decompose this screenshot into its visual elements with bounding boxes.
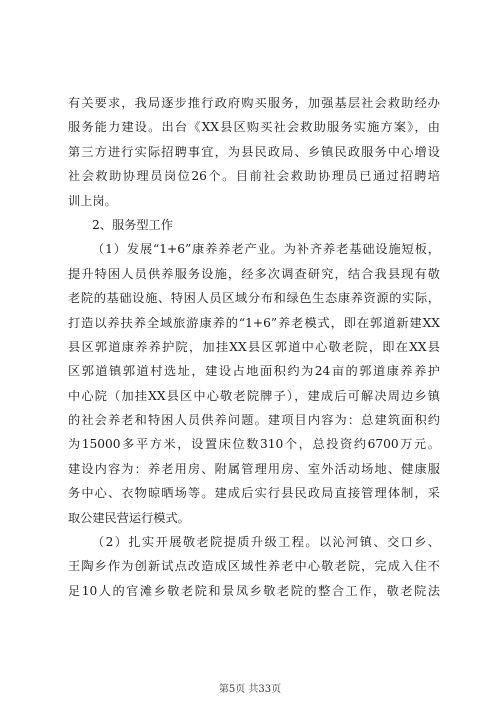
text-line: 建设内容为：养老用房、附属管理用房、室外活动场地、健康服	[68, 461, 440, 476]
text-line: 的社会养老和特困人员供养问题。建项目内容为：总建筑面积约	[68, 413, 440, 428]
paragraph-p2	[68, 213, 440, 237]
page-footer: 第5页 共33页	[218, 684, 282, 695]
text-line: 取公建民营运行模式。	[68, 510, 190, 525]
text-line: 务中心、衣物晾晒场等。建成后实行县民政局直接管理体制，采	[68, 486, 440, 501]
text-line: 打造以养扶养全域旅游康养的“1+6”养老模式，即在郭道新建XX	[68, 315, 440, 330]
text-line: 老院的基础设施、特困人员区域分布和绿色生态康养资源的实际，	[68, 291, 440, 306]
text-line: 服务能力建设。出台《XX县区购买社会救助服务实施方案》，由	[68, 120, 440, 135]
text-line: （1）发展“1+6”康养养老产业。为补齐养老基础设施短板，	[92, 242, 440, 257]
text-line: 提升特困人员供养服务设施，经多次调查研究，结合我县现有敬	[68, 266, 440, 281]
text-line: 区郭道镇郭道村选址，建设占地面积约为24亩的郭道康养养护	[68, 364, 440, 379]
document-body	[68, 91, 440, 603]
text-line: 足10人的官滩乡敬老院和景凤乡敬老院的整合工作，敬老院法	[68, 583, 440, 598]
text-line: 王陶乡作为创新试点改造成区域性养老中心敬老院，完成入住不	[68, 559, 440, 574]
text-line: 为15000多平方米，设置床位数310个，总投资约6700万元。	[68, 437, 440, 452]
text-line: 有关要求，我局逐步推行政府购买服务，加强基层社会救助经办	[68, 96, 440, 110]
text-line: 中心院（加挂XX县区中心敬老院牌子），建成后可解决周边乡镇	[68, 388, 440, 403]
text-line: （2）扎实开展敬老院提质升级工程。以沁河镇、交口乡、	[92, 535, 440, 550]
text-line: 县区郭道康养养护院，加挂XX县区郭道中心敬老院，即在XX县	[68, 339, 440, 354]
paragraph-p1	[68, 91, 440, 213]
paragraph-p4	[68, 530, 440, 603]
text-line: 2、服务型工作	[92, 217, 173, 232]
text-line: 社会救助协理员岗位26个。目前社会救助协理员已通过招聘培	[68, 169, 440, 184]
text-line: 第三方进行实际招聘事宜，为县民政局、乡镇民政服务中心增设	[68, 144, 440, 159]
paragraph-p3	[68, 237, 440, 530]
text-line: 训上岗。	[68, 193, 117, 208]
